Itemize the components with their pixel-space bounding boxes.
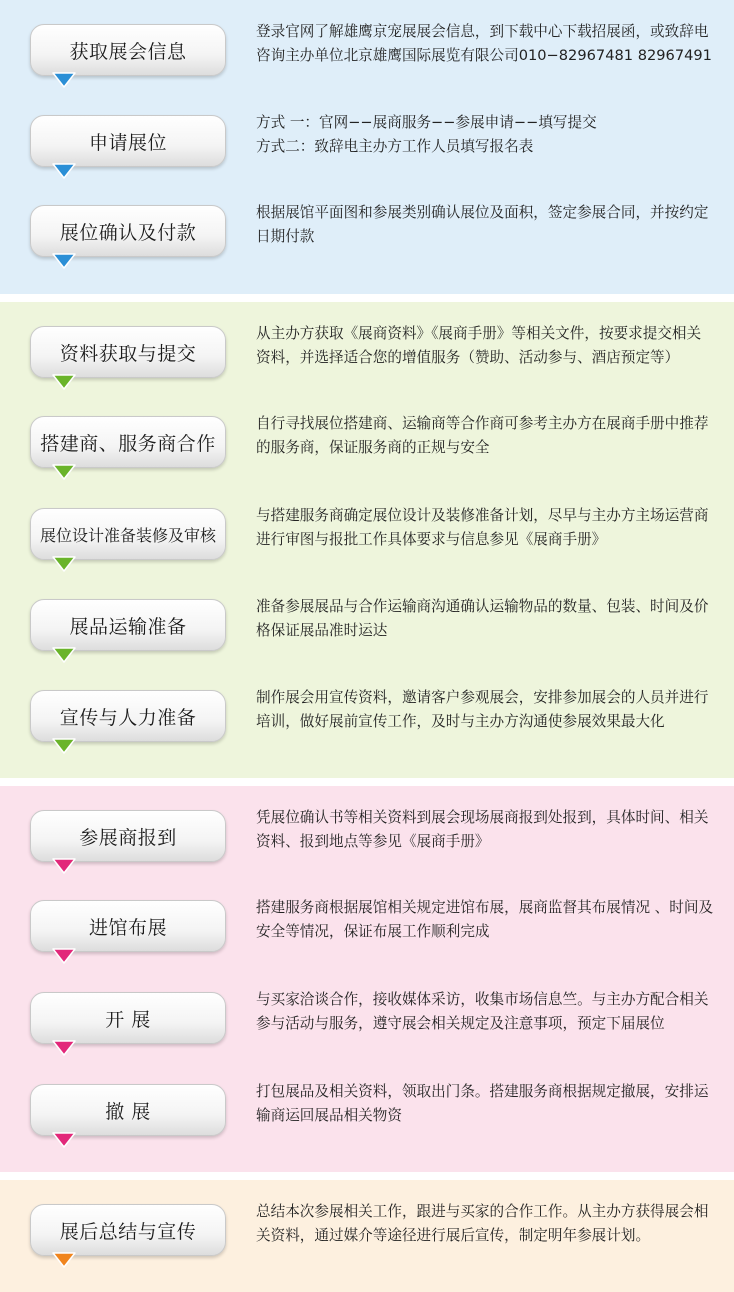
step-button[interactable]: 获取展会信息: [30, 24, 226, 76]
step-description: 凭展位确认书等相关资料到展会现场展商报到处报到，具体时间、相关资料、报到地点等参见《展商手册》: [256, 809, 709, 850]
step-button[interactable]: 搭建商、服务商合作: [30, 416, 226, 468]
step-button[interactable]: 撤 展: [30, 1084, 226, 1136]
step-description: 搭建服务商根据展馆相关规定进馆布展，展商监督其布展情况 、时间及安全等情况，保证布展工作顺利完成: [256, 899, 714, 940]
arrow-down-icon: [51, 553, 77, 575]
section-post-show: [0, 1180, 734, 1292]
arrow-down-icon: [51, 371, 77, 393]
section-apply: [0, 0, 734, 294]
step-button[interactable]: 开 展: [30, 992, 226, 1044]
step-description: 与搭建服务商确定展位设计及装修准备计划，尽早与主办方主场运营商进行审图与报批工作具体要求与信息参见《展商手册》: [256, 507, 709, 548]
step-description: 从主办方获取《展商资料》《展商手册》等相关文件，按要求提交相关资料，并选择适合您的增值服务（赞助、活动参与、酒店预定等）: [256, 325, 702, 366]
step-description: 总结本次参展相关工作，跟进与买家的合作工作。从主办方获得展会相关资料，通过媒介等途径进行展后宣传，制定明年参展计划。: [256, 1203, 709, 1244]
step-button[interactable]: 宣传与人力准备: [30, 690, 226, 742]
step-description: 根据展馆平面图和参展类别确认展位及面积，签定参展合同，并按约定日期付款: [256, 204, 709, 245]
arrow-down-icon: [51, 250, 77, 272]
step-button[interactable]: 申请展位: [30, 115, 226, 167]
arrow-down-icon: [51, 644, 77, 666]
step-button[interactable]: 展位确认及付款: [30, 205, 226, 257]
arrow-down-icon: [51, 735, 77, 757]
arrow-down-icon: [51, 69, 77, 91]
step-button[interactable]: 资料获取与提交: [30, 326, 226, 378]
arrow-down-icon: [51, 160, 77, 182]
arrow-down-icon: [51, 945, 77, 967]
step-button[interactable]: 参展商报到: [30, 810, 226, 862]
step-description: 自行寻找展位搭建商、运输商等合作商可参考主办方在展商手册中推荐的服务商，保证服务商的正规与安全: [256, 415, 709, 456]
step-button[interactable]: 展后总结与宣传: [30, 1204, 226, 1256]
step-description: 方式 一：官网−−展商服务−−参展申请−−填写提交 方式二：致辞电主办方工作人员填写报名表: [256, 114, 597, 155]
step-description: 打包展品及相关资料，领取出门条。搭建服务商根据规定撤展，安排运输商运回展品相关物资: [256, 1083, 709, 1124]
step-description: 登录官网了解雄鹰京宠展展会信息，到下载中心下载招展函，或致辞电咨询主办单位北京雄鹰国际展览有限公司010−82967481 82967491: [256, 23, 712, 64]
step-description: 与买家洽谈合作，接收媒体采访，收集市场信息竺。与主办方配合相关参与活动与服务，遵守展会相关规定及注意事项，预定下届展位: [256, 991, 709, 1032]
arrow-down-icon: [51, 1129, 77, 1151]
arrow-down-icon: [51, 855, 77, 877]
step-description: 制作展会用宣传资料，邀请客户参观展会，安排参加展会的人员并进行培训，做好展前宣传工作，及时与主办方沟通使参展效果最大化: [256, 689, 709, 730]
step-button[interactable]: 进馆布展: [30, 900, 226, 952]
arrow-down-icon: [51, 461, 77, 483]
section-prepare: [0, 302, 734, 778]
step-button[interactable]: 展品运输准备: [30, 599, 226, 651]
step-button[interactable]: 展位设计准备装修及审核: [30, 508, 226, 560]
arrow-down-icon: [51, 1249, 77, 1271]
step-description: 准备参展展品与合作运输商沟通确认运输物品的数量、包装、时间及价格保证展品准时运达: [256, 598, 709, 639]
section-onsite: [0, 786, 734, 1172]
arrow-down-icon: [51, 1037, 77, 1059]
